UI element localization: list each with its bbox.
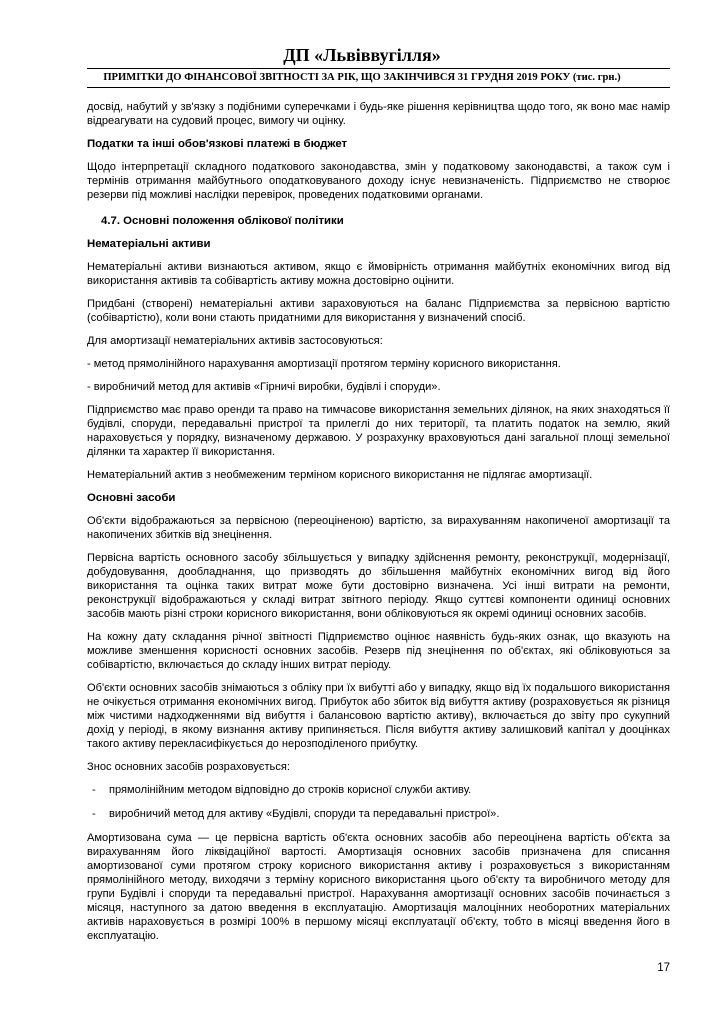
paragraph-fixed-4: Об'єкти основних засобів знімаються з обліку при їх вибутті або у випадку, якщо від їх подальшого використання не очікується отримання економічних вигод. Прибуток або збиток від вибуття активу (розраховується як різниця між чистими надходженнями від вибуття і балансовою вартістю активу), включається до звіту про сукупний дохід у періоді, в якому визнання активу припиняється. Після вибуття активу залишковий капітал у дооцінках такого активу перекласифікується до нерозподіленого прибутку.: [87, 682, 670, 750]
paragraph-taxes: Щодо інтерпретації складного податкового законодавства, змін у податковому законодавстві, а також сум і термінів отримання майбутнього оподатковуваного доходу існує невизначеність. Підприємство не створює резерви під можливі наслідки перевірок, проведених податковими органами.: [87, 161, 670, 201]
list-item-text: прямолінійним методом відповідно до строків корисної служби активу.: [109, 784, 472, 796]
paragraph-intangible-5: - виробничий метод для активів «Гірничі виробки, будівлі і споруди».: [87, 381, 441, 393]
list-item: [87, 807, 670, 821]
paragraph-intangible-7: Нематеріальний актив з необмеженим терміном корисного використання не підлягає амортизації.: [87, 469, 593, 481]
paragraph-intangible-3: Для амортизації нематеріальних активів застосовуються:: [87, 335, 383, 347]
paragraph-fixed-5: Знос основних засобів розраховується:: [87, 761, 290, 773]
page-number: 17: [657, 962, 670, 974]
paragraph-intangible-2: Придбані (створені) нематеріальні активи зараховуються на баланс Підприємства за первісною вартістю (собівартістю), коли вони стають придатними для використання у визначений спосіб.: [87, 298, 670, 324]
list-item-text: виробничий метод для активу «Будівлі, споруди та передавальні пристрої».: [109, 808, 500, 820]
section-heading-accounting-policy: 4.7. Основні положення облікової політики: [101, 215, 344, 227]
list-dash: -: [92, 784, 96, 796]
paragraph-intangible-4: - метод прямолінійного нарахування амортизації протягом терміну корисного використання.: [87, 358, 561, 370]
paragraph-fixed-1: Об'єкти відображаються за первісною (переоціненою) вартістю, за вирахуванням накопиченої амортизації та накопичених збитків від знецінення.: [87, 515, 670, 541]
paragraph-intro: досвід, набутий у зв'язку з подібними суперечками і будь-яке рішення керівництва щодо того, як воно має намір відреагувати на судовий процес, вимогу чи оцінку.: [87, 101, 670, 127]
document-subtitle: ПРИМІТКИ ДО ФІНАНСОВОЇ ЗВІТНОСТІ ЗА РІК, ЩО ЗАКІНЧИВСЯ 31 ГРУДНЯ 2019 РОКУ (тис. грн.): [103, 72, 621, 83]
header-rule-top: [87, 68, 670, 69]
list-dash: -: [92, 808, 96, 820]
heading-taxes: Податки та інші обов'язкові платежі в бюджет: [87, 138, 348, 150]
paragraph-intangible-1: Нематеріальні активи визнаються активом, якщо є ймовірність отримання майбутніх економічних вигод від використання активів та собівартість активу можна достовірно оцінити.: [87, 261, 670, 287]
paragraph-fixed-3: На кожну дату складання річної звітності Підприємство оцінює наявність будь-яких ознак, що вказують на можливе зменшення корисності основних засобів. Резерв під знецінення по об'єктах, які обліковуються за собівартістю, включається до складу інших витрат періоду.: [87, 631, 670, 671]
heading-fixed-assets: Основні засоби: [87, 492, 176, 504]
paragraph-intangible-6: Підприємство має право оренди та право на тимчасове використання земельних ділянок, на яких знаходяться її будівлі, споруди, передавальні пристрої та прилеглі до них території, та платить податок на землю, який нараховується у порядку, визначеному державою. У розрахунку враховуються дані загальної площі земельної ділянки та характер її використання.: [87, 404, 670, 458]
paragraph-fixed-2: Первісна вартість основного засобу збільшується у випадку здійснення ремонту, реконструкції, модернізації, добудовування, дообладнання, що призводять до збільшення майбутніх економічних вигод від його використання та оцінка таких витрат може бути достовірно визначена. Усі інші витрати на ремонти, реконструкції відображаються у складі витрат звітного періоду. Якщо суттєві компоненти одиниці основних засобів мають різні строки корисного використання, вони обліковуються як окремі одиниці основних засобів.: [87, 552, 670, 620]
paragraph-fixed-6: Амортизована сума — це первісна вартість об'єкта основних засобів або переоцінена вартість об'єкта за вирахуванням його ліквідаційної вартості. Амортизація основних засобів призначена для списання амортизованої суми протягом строку корисного використання активу і розраховується з використанням прямолінійного методу, виходячи з терміну корисного використання цього об'єкту та виробничого методу для групи Будівлі і споруди та передавальні пристрої. Нарахування амортизації основних засобів починається з місяця, наступного за датою введення в експлуатацію. Амортизація малоцінних необоротних матеріальних активів нараховується в розмірі 100% в першому місяці експлуатації об'єкту, тобто в місяці введення його в експлуатацію.: [87, 832, 670, 942]
list-item: [87, 783, 670, 797]
document-body: [87, 100, 670, 952]
document-title: ДП «Львіввугілля»: [283, 45, 441, 65]
heading-intangible-assets: Нематеріальні активи: [87, 238, 211, 250]
header-rule-bottom: [87, 87, 670, 88]
